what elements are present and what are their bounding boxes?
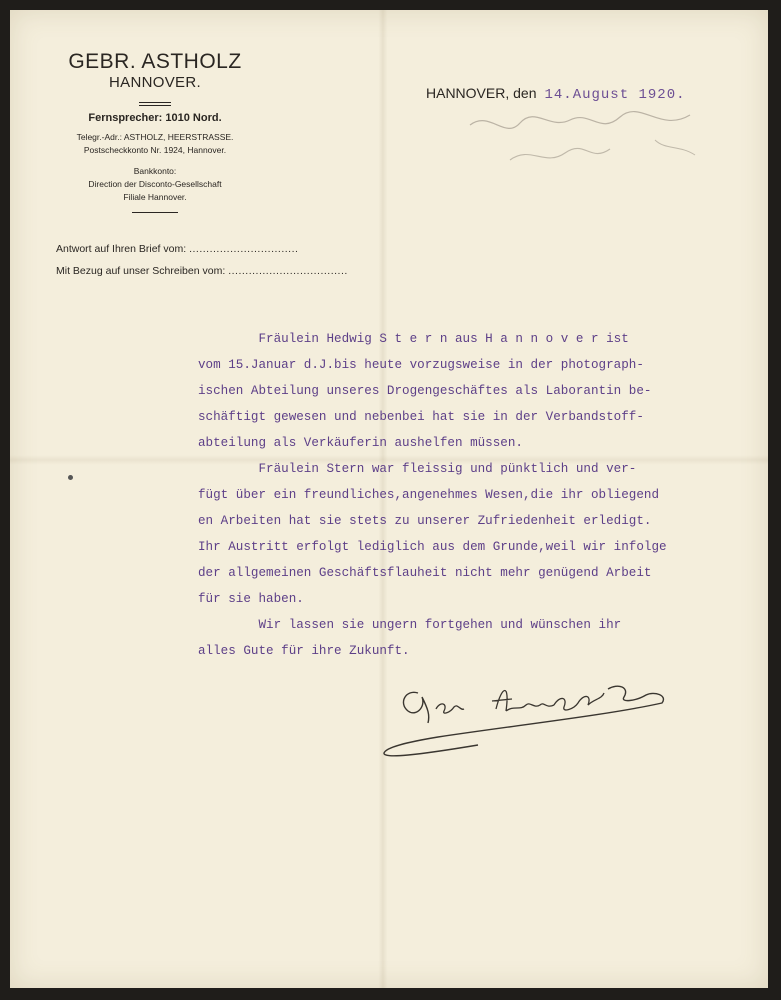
answer-dots: ................................ <box>189 243 299 255</box>
telegram-address: Telegr.-Adr.: ASTHOLZ, HEERSTRASSE. <box>76 132 234 142</box>
body-line: vom 15.Januar d.J.bis heute vorzugsweise in der photograph- <box>198 358 644 372</box>
body-line: Fräulein Hedwig S t e r n aus H a n n o v e r ist <box>198 332 629 346</box>
handwritten-signature <box>378 675 678 770</box>
typed-date: 14.August 1920. <box>544 87 686 103</box>
answer-label: Antwort auf Ihren Brief vom: <box>56 243 187 255</box>
postcheck-account: Postscheckkonto Nr. 1924, Hannover. <box>83 145 227 155</box>
body-line: schäftigt gewesen und nebenbei hat sie in der Verbandstoff- <box>198 410 644 424</box>
body-line: ischen Abteilung unseres Drogengeschäftes als Laborantin be- <box>198 384 652 398</box>
relation-label: Mit Bezug auf unser Schreiben vom: <box>56 265 226 277</box>
relation-dots: ................................... <box>228 265 348 277</box>
bank-label: Bankkonto: <box>133 166 177 176</box>
date-place: HANNOVER, den <box>426 85 537 101</box>
pencil-annotation <box>450 105 720 185</box>
body-line: abteilung als Verkäuferin aushelfen müssen. <box>198 436 523 450</box>
firm-name: GEBR. ASTHOLZ <box>68 50 242 73</box>
letter-sheet <box>10 10 768 988</box>
body-line: Fräulein Stern war fleissig und pünktlich und ver- <box>198 462 637 476</box>
bank-branch: Filiale Hannover. <box>123 192 187 202</box>
firm-city: HANNOVER. <box>109 74 201 91</box>
letterhead-divider <box>132 212 178 213</box>
body-line: für sie haben. <box>198 592 304 606</box>
body-line: Ihr Austritt erfolgt lediglich aus dem Grunde,weil wir infolge <box>198 540 667 554</box>
dateline <box>426 85 686 103</box>
body-line: fügt über ein freundliches,angenehmes Wesen,die ihr obliegend <box>198 488 660 502</box>
phone-number: Fernsprecher: 1010 Nord. <box>88 112 222 124</box>
letterhead <box>40 50 270 213</box>
bank-info <box>40 165 270 204</box>
letterhead-rule <box>139 102 171 106</box>
body-line: Wir lassen sie ungern fortgehen und wünschen ihr <box>198 618 622 632</box>
body-line: der allgemeinen Geschäftsflauheit nicht mehr genügend Arbeit <box>198 566 652 580</box>
body-line: en Arbeiten hat sie stets zu unserer Zufriedenheit erledigt. <box>198 514 652 528</box>
bank-name: Direction der Disconto-Gesellschaft <box>88 179 222 189</box>
reference-answer <box>56 243 298 255</box>
reference-relation <box>56 265 348 277</box>
paper-speck <box>68 475 73 480</box>
body-line: alles Gute für ihre Zukunft. <box>198 644 410 658</box>
letter-body <box>198 326 758 664</box>
